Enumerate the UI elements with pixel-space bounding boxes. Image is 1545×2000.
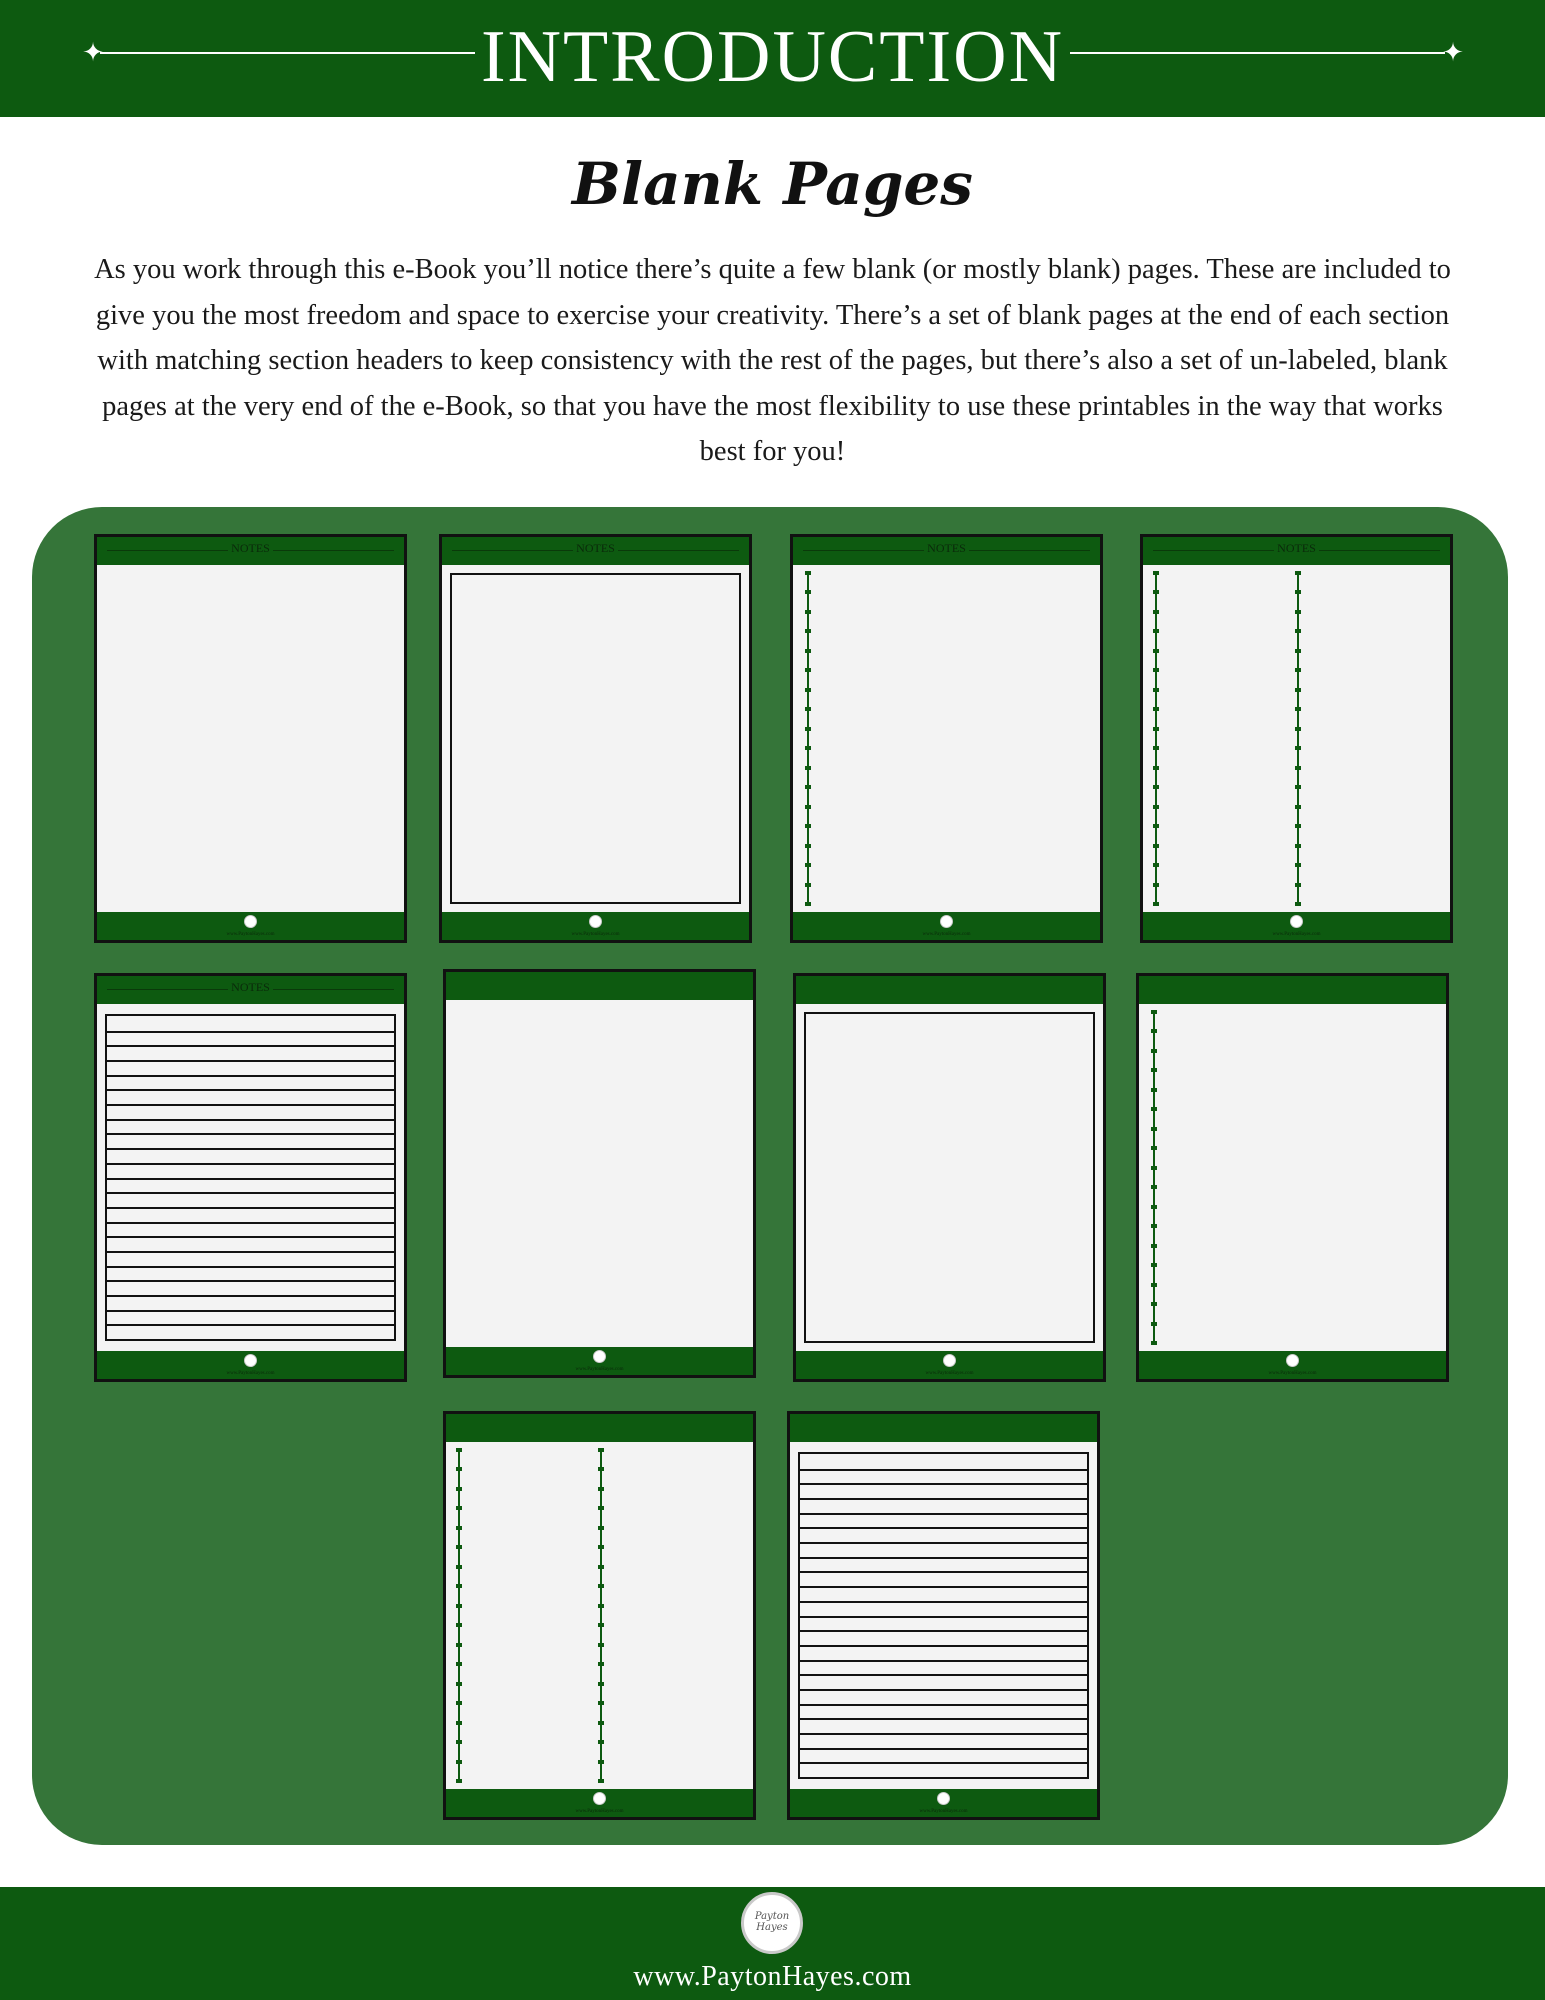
- thumbnail-footer-url: www.PaytonHayes.com: [571, 932, 620, 937]
- thumbnail-guide-dot: [598, 1662, 604, 1666]
- thumbnail-guide-dot: [1153, 844, 1159, 848]
- thumbnail-border-frame: [804, 1012, 1095, 1343]
- thumbnail-ruled-line: [107, 1178, 394, 1180]
- thumbnail-ruled-line: [800, 1689, 1087, 1691]
- thumbnail-guide-dot: [1151, 1205, 1157, 1209]
- thumbnail-logo-icon: [244, 1354, 257, 1367]
- thumbnail-guide-dot: [1151, 1302, 1157, 1306]
- thumbnail-guide-dot: [1151, 1341, 1157, 1345]
- thumbnail-ruled-line: [107, 1207, 394, 1209]
- thumbnail-guide-dot: [598, 1740, 604, 1744]
- thumbnail-header: [442, 537, 749, 565]
- thumbnail-logo-icon: [943, 1354, 956, 1367]
- thumbnail-footer: [97, 912, 404, 940]
- thumbnail-guide-dot: [456, 1584, 462, 1588]
- thumbnail-dotted-guide: [458, 1448, 460, 1783]
- thumbnail-guide-dot: [1151, 1049, 1157, 1053]
- page-thumbnail-blank: [443, 969, 756, 1378]
- thumbnail-guide-dot: [598, 1565, 604, 1569]
- thumbnail-ruled-line: [107, 1104, 394, 1106]
- thumbnail-guide-dot: [598, 1682, 604, 1686]
- thumbnail-ruled-line: [800, 1513, 1087, 1515]
- thumbnail-ruled-line: [107, 1031, 394, 1033]
- page-thumbnail-single-dotted-margin: [1136, 973, 1449, 1382]
- thumbnail-guide-dot: [1151, 1283, 1157, 1287]
- page-thumbnail-double-dotted-columns: [443, 1411, 756, 1820]
- thumbnail-guide-dot: [1151, 1127, 1157, 1131]
- thumbnail-footer: [446, 1789, 753, 1817]
- thumbnail-logo-icon: [937, 1792, 950, 1805]
- thumbnail-guide-dot: [805, 688, 811, 692]
- thumbnail-ruled-line: [800, 1674, 1087, 1676]
- thumbnail-guide-dot: [1295, 571, 1301, 575]
- thumbnail-header: [97, 976, 404, 1004]
- thumbnail-guide-dot: [456, 1448, 462, 1452]
- thumbnail-guide-dot: [805, 863, 811, 867]
- thumbnail-footer: [796, 1351, 1103, 1379]
- thumbnail-guide-dot: [1153, 688, 1159, 692]
- footer-url[interactable]: www.PaytonHayes.com: [633, 1961, 912, 1992]
- thumbnail-header: [1143, 537, 1450, 565]
- thumbnail-ruled-line: [107, 1310, 394, 1312]
- thumbnail-dotted-guide: [1297, 571, 1299, 906]
- thumbnail-guide-dot: [1295, 766, 1301, 770]
- page-heading: Blank Pages: [572, 150, 973, 218]
- thumbnail-dotted-guide: [1153, 1010, 1155, 1345]
- header-bar: [0, 0, 1545, 117]
- thumbnail-logo-icon: [589, 915, 602, 928]
- thumbnail-guide-dot: [598, 1448, 604, 1452]
- thumbnail-guide-dot: [805, 668, 811, 672]
- thumbnail-ruled-line: [107, 1119, 394, 1121]
- thumbnail-guide-dot: [805, 766, 811, 770]
- thumbnail-guide-dot: [1153, 746, 1159, 750]
- thumbnail-ruled-line: [800, 1616, 1087, 1618]
- thumbnail-header: [97, 537, 404, 565]
- thumbnail-guide-dot: [1151, 1224, 1157, 1228]
- thumbnail-guide-dot: [598, 1760, 604, 1764]
- thumbnail-footer: [1139, 1351, 1446, 1379]
- thumbnail-ruled-line: [800, 1601, 1087, 1603]
- thumbnail-logo-icon: [1286, 1354, 1299, 1367]
- thumbnail-logo-icon: [1290, 915, 1303, 928]
- thumbnail-ruled-line: [107, 1163, 394, 1165]
- thumbnail-guide-dot: [1151, 1244, 1157, 1248]
- thumbnail-guide-dot: [598, 1643, 604, 1647]
- thumbnail-ruled-line: [800, 1660, 1087, 1662]
- thumbnail-guide-dot: [598, 1467, 604, 1471]
- thumbnail-guide-dot: [456, 1682, 462, 1686]
- thumbnail-guide-dot: [456, 1526, 462, 1530]
- thumbnail-guide-dot: [1153, 766, 1159, 770]
- thumbnail-guide-dot: [598, 1604, 604, 1608]
- thumbnail-guide-dot: [1295, 649, 1301, 653]
- thumbnail-guide-dot: [1153, 805, 1159, 809]
- thumbnail-ruled-line: [800, 1704, 1087, 1706]
- page-thumbnail-single-dotted-margin: [790, 534, 1103, 943]
- thumbnail-ruled-line: [800, 1483, 1087, 1485]
- thumbnail-logo-icon: [593, 1350, 606, 1363]
- thumbnail-guide-dot: [805, 727, 811, 731]
- thumbnail-header-label: NOTES: [793, 541, 1100, 555]
- thumbnail-guide-dot: [1153, 649, 1159, 653]
- thumbnail-guide-dot: [805, 883, 811, 887]
- thumbnail-guide-dot: [598, 1701, 604, 1705]
- thumbnail-footer: [446, 1347, 753, 1375]
- page-thumbnail-lined: [787, 1411, 1100, 1820]
- thumbnail-guide-dot: [1151, 1263, 1157, 1267]
- thumbnail-guide-dot: [1295, 883, 1301, 887]
- thumbnail-ruled-line: [107, 1075, 394, 1077]
- thumbnail-ruled-line: [800, 1718, 1087, 1720]
- thumbnail-guide-dot: [1295, 805, 1301, 809]
- thumbnail-footer-url: www.PaytonHayes.com: [575, 1367, 624, 1372]
- thumbnail-guide-dot: [598, 1545, 604, 1549]
- thumbnail-header: [446, 1414, 753, 1442]
- thumbnail-ruled-line: [107, 1192, 394, 1194]
- thumbnail-logo-icon: [940, 915, 953, 928]
- thumbnail-guide-dot: [1153, 824, 1159, 828]
- thumbnail-guide-dot: [1295, 629, 1301, 633]
- sparkle-star-icon: ✦: [82, 38, 104, 67]
- thumbnail-footer: [790, 1789, 1097, 1817]
- thumbnail-guide-dot: [1153, 902, 1159, 906]
- thumbnail-ruled-line: [107, 1251, 394, 1253]
- footer-logo: Payton Hayes: [741, 1892, 803, 1954]
- thumbnail-logo-icon: [593, 1792, 606, 1805]
- thumbnail-guide-dot: [598, 1721, 604, 1725]
- thumbnail-ruled-line: [800, 1733, 1087, 1735]
- thumbnail-guide-dot: [805, 824, 811, 828]
- thumbnail-guide-dot: [1295, 707, 1301, 711]
- thumbnail-guide-dot: [456, 1604, 462, 1608]
- thumbnail-guide-dot: [598, 1623, 604, 1627]
- thumbnail-ruled-line: [800, 1645, 1087, 1647]
- thumbnail-guide-dot: [805, 649, 811, 653]
- thumbnail-guide-dot: [805, 785, 811, 789]
- thumbnail-guide-dot: [1153, 668, 1159, 672]
- thumbnail-guide-dot: [1151, 1166, 1157, 1170]
- thumbnail-footer: [442, 912, 749, 940]
- thumbnail-header-label: NOTES: [97, 980, 404, 994]
- thumbnail-guide-dot: [1295, 824, 1301, 828]
- thumbnail-guide-dot: [1151, 1088, 1157, 1092]
- sparkle-star-icon: ✦: [1442, 38, 1464, 67]
- thumbnail-lined-box: [798, 1452, 1089, 1779]
- page-thumbnail-blank: [94, 534, 407, 943]
- thumbnail-ruled-line: [107, 1045, 394, 1047]
- thumbnail-guide-dot: [1151, 1322, 1157, 1326]
- thumbnail-guide-dot: [1295, 727, 1301, 731]
- thumbnail-guide-dot: [1295, 844, 1301, 848]
- thumbnail-ruled-line: [800, 1527, 1087, 1529]
- thumbnail-guide-dot: [1153, 590, 1159, 594]
- thumbnail-ruled-line: [107, 1236, 394, 1238]
- thumbnail-guide-dot: [1153, 610, 1159, 614]
- thumbnail-footer: [97, 1351, 404, 1379]
- thumbnail-guide-dot: [1295, 668, 1301, 672]
- thumbnail-guide-dot: [805, 610, 811, 614]
- thumbnail-ruled-line: [800, 1498, 1087, 1500]
- thumbnail-guide-dot: [456, 1740, 462, 1744]
- thumbnail-guide-dot: [1295, 610, 1301, 614]
- thumbnail-guide-dot: [805, 707, 811, 711]
- thumbnail-guide-dot: [1295, 746, 1301, 750]
- thumbnail-guide-dot: [456, 1545, 462, 1549]
- thumbnail-guide-dot: [456, 1643, 462, 1647]
- thumbnail-footer-url: www.PaytonHayes.com: [1272, 932, 1321, 937]
- thumbnail-guide-dot: [598, 1526, 604, 1530]
- header-title: INTRODUCTION: [0, 12, 1545, 102]
- thumbnail-ruled-line: [107, 1324, 394, 1326]
- thumbnail-guide-dot: [1153, 785, 1159, 789]
- thumbnail-ruled-line: [800, 1469, 1087, 1471]
- thumbnail-guide-dot: [1295, 863, 1301, 867]
- thumbnail-footer-url: www.PaytonHayes.com: [925, 1371, 974, 1376]
- thumbnail-guide-dot: [1295, 590, 1301, 594]
- thumbnail-guide-dot: [805, 844, 811, 848]
- thumbnail-ruled-line: [800, 1571, 1087, 1573]
- thumbnail-guide-dot: [598, 1779, 604, 1783]
- thumbnail-lined-box: [105, 1014, 396, 1341]
- thumbnail-guide-dot: [1295, 902, 1301, 906]
- thumbnail-header: [1139, 976, 1446, 1004]
- thumbnail-header-label: NOTES: [1143, 541, 1450, 555]
- thumbnail-ruled-line: [107, 1266, 394, 1268]
- thumbnail-ruled-line: [107, 1133, 394, 1135]
- thumbnail-guide-dot: [456, 1565, 462, 1569]
- thumbnail-guide-dot: [805, 629, 811, 633]
- thumbnail-guide-dot: [456, 1487, 462, 1491]
- thumbnail-ruled-line: [800, 1748, 1087, 1750]
- thumbnail-guide-dot: [1151, 1107, 1157, 1111]
- thumbnail-ruled-line: [800, 1586, 1087, 1588]
- thumbnail-ruled-line: [107, 1295, 394, 1297]
- thumbnail-guide-dot: [598, 1584, 604, 1588]
- thumbnail-guide-dot: [1151, 1146, 1157, 1150]
- page-thumbnail-double-dotted-columns: [1140, 534, 1453, 943]
- thumbnail-ruled-line: [107, 1148, 394, 1150]
- thumbnail-guide-dot: [805, 805, 811, 809]
- thumbnail-ruled-line: [107, 1222, 394, 1224]
- thumbnail-guide-dot: [1153, 863, 1159, 867]
- thumbnail-ruled-line: [107, 1280, 394, 1282]
- thumbnail-guide-dot: [1153, 727, 1159, 731]
- thumbnail-guide-dot: [456, 1721, 462, 1725]
- thumbnail-guide-dot: [1151, 1029, 1157, 1033]
- page-thumbnail-framed: [793, 973, 1106, 1382]
- thumbnail-guide-dot: [598, 1506, 604, 1510]
- thumbnail-dotted-guide: [807, 571, 809, 906]
- thumbnail-guide-dot: [1151, 1185, 1157, 1189]
- thumbnail-footer: [1143, 912, 1450, 940]
- page-thumbnail-lined: [94, 973, 407, 1382]
- thumbnail-guide-dot: [456, 1623, 462, 1627]
- thumbnail-header-label: NOTES: [97, 541, 404, 555]
- thumbnail-guide-dot: [1295, 688, 1301, 692]
- thumbnail-footer-url: www.PaytonHayes.com: [226, 932, 275, 937]
- thumbnail-guide-dot: [1151, 1010, 1157, 1014]
- thumbnail-dotted-guide: [1155, 571, 1157, 906]
- thumbnail-guide-dot: [805, 590, 811, 594]
- thumbnail-guide-dot: [1295, 785, 1301, 789]
- thumbnail-guide-dot: [1153, 883, 1159, 887]
- thumbnail-footer-url: www.PaytonHayes.com: [575, 1809, 624, 1814]
- thumbnail-header: [790, 1414, 1097, 1442]
- thumbnail-guide-dot: [1153, 629, 1159, 633]
- thumbnail-header: [446, 972, 753, 1000]
- thumbnail-guide-dot: [805, 902, 811, 906]
- thumbnail-guide-dot: [805, 571, 811, 575]
- thumbnail-ruled-line: [800, 1630, 1087, 1632]
- page-thumbnail-framed: [439, 534, 752, 943]
- thumbnail-footer-url: www.PaytonHayes.com: [226, 1371, 275, 1376]
- thumbnail-guide-dot: [456, 1779, 462, 1783]
- thumbnail-border-frame: [450, 573, 741, 904]
- thumbnail-footer-url: www.PaytonHayes.com: [922, 932, 971, 937]
- thumbnail-guide-dot: [1153, 571, 1159, 575]
- thumbnail-guide-dot: [1151, 1068, 1157, 1072]
- thumbnail-header: [796, 976, 1103, 1004]
- thumbnail-footer-url: www.PaytonHayes.com: [1268, 1371, 1317, 1376]
- thumbnail-ruled-line: [107, 1089, 394, 1091]
- thumbnail-guide-dot: [598, 1487, 604, 1491]
- thumbnail-header: [793, 537, 1100, 565]
- thumbnail-guide-dot: [1153, 707, 1159, 711]
- thumbnail-guide-dot: [456, 1467, 462, 1471]
- thumbnail-ruled-line: [107, 1060, 394, 1062]
- thumbnail-logo-icon: [244, 915, 257, 928]
- thumbnail-dotted-guide: [600, 1448, 602, 1783]
- thumbnail-guide-dot: [456, 1506, 462, 1510]
- thumbnail-guide-dot: [456, 1662, 462, 1666]
- thumbnail-ruled-line: [800, 1557, 1087, 1559]
- thumbnail-ruled-line: [800, 1542, 1087, 1544]
- thumbnail-ruled-line: [800, 1762, 1087, 1764]
- intro-paragraph: As you work through this e-Book you’ll notice there’s quite a few blank (or mostly blank) pages. These are included to give you the most freedom and space to exercise your creativity. There’s a set of blank pages at the end of each section with matching section headers to keep consistency with the rest of the pages, but there’s also a set of un-labeled, blank pages at the very end of the e-Book, so that you have the most flexibility to use these printables in the way that works best for you!: [94, 254, 1451, 467]
- thumbnail-footer-url: www.PaytonHayes.com: [919, 1809, 968, 1814]
- thumbnail-guide-dot: [456, 1760, 462, 1764]
- thumbnail-footer: [793, 912, 1100, 940]
- thumbnail-header-label: NOTES: [442, 541, 749, 555]
- thumbnail-guide-dot: [805, 746, 811, 750]
- thumbnail-guide-dot: [456, 1701, 462, 1705]
